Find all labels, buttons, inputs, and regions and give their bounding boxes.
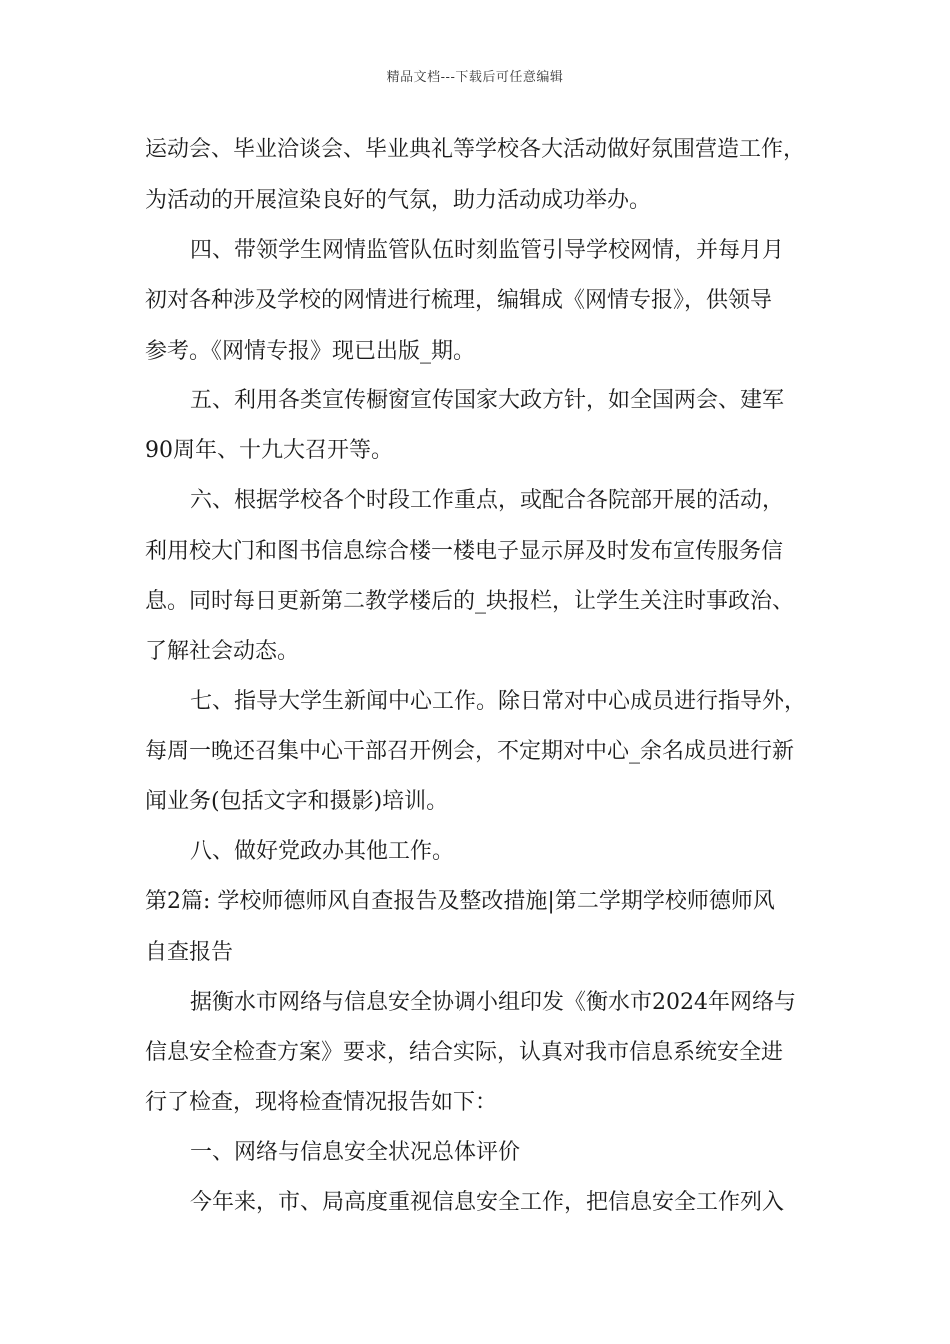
subsection-heading: 一、网络与信息安全状况总体评价	[190, 1140, 521, 1165]
paragraph-first-line: 八、做好党政办其他工作。	[190, 839, 455, 864]
text-line: 每周一晚还召集中心干部召开例会，不定期对中心_余名成员进行新	[145, 739, 795, 764]
text-line: 参考。《网情专报》现已出版_期。	[145, 339, 476, 364]
text-line: 初对各种涉及学校的网情进行梳理，编辑成《网情专报》，供领导	[145, 288, 773, 313]
paragraph-first-line: 四、带领学生网情监管队伍时刻监管引导学校网情，并每月月	[190, 238, 785, 263]
text-line: 息。同时每日更新第二教学楼后的_块报栏，让学生关注时事政治、	[145, 589, 795, 614]
text-line: 为活动的开展渲染良好的气氛，助力活动成功举办。	[145, 188, 652, 213]
paragraph-first-line: 据衡水市网络与信息安全协调小组印发《衡水市2024年网络与	[190, 990, 796, 1015]
page-header: 精品文档---下载后可任意编辑	[386, 70, 564, 85]
text-line: 信息安全检查方案》要求，结合实际，认真对我市信息系统安全进	[145, 1040, 784, 1065]
text-line: 运动会、毕业洽谈会、毕业典礼等学校各大活动做好氛围营造工作，	[145, 137, 806, 162]
text-line: 90周年、十九大召开等。	[145, 438, 393, 463]
section-heading: 自查报告	[145, 940, 234, 965]
text-line: 行了检查，现将检查情况报告如下：	[145, 1090, 498, 1115]
text-line: 利用校大门和图书信息综合楼一楼电子显示屏及时发布宣传服务信	[145, 539, 784, 564]
paragraph-first-line: 五、利用各类宣传橱窗宣传国家大政方针，如全国两会、建军	[190, 388, 785, 413]
paragraph-first-line: 今年来，市、局高度重视信息安全工作，把信息安全工作列入	[190, 1190, 785, 1215]
text-line: 闻业务(包括文字和摄影)培训。	[145, 789, 449, 814]
text-line: 了解社会动态。	[145, 639, 300, 664]
paragraph-first-line: 七、指导大学生新闻中心工作。除日常对中心成员进行指导外，	[190, 689, 807, 714]
paragraph-first-line: 六、根据学校各个时段工作重点，或配合各院部开展的活动，	[190, 488, 785, 513]
section-heading: 第2篇: 学校师德师风自查报告及整改措施|第二学期学校师德师风	[145, 889, 775, 914]
